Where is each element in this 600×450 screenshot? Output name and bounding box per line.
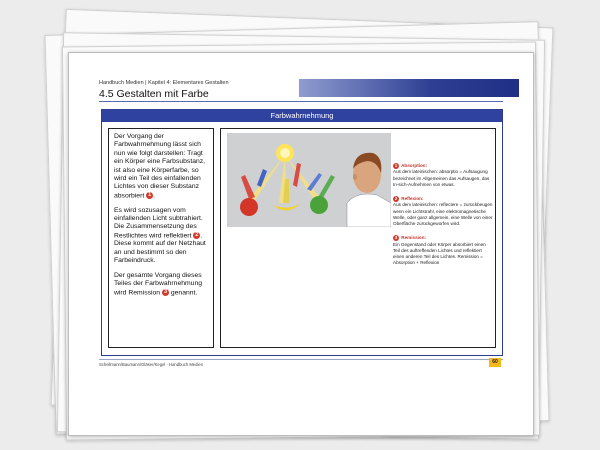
main-text-box: [108, 128, 214, 348]
marker-1: 1: [148, 191, 152, 198]
paragraph: [114, 272, 208, 298]
person-shirt: [347, 194, 391, 227]
color-perception-illustration: [227, 133, 391, 227]
page-header: [99, 79, 519, 101]
note-number: 1: [394, 163, 398, 168]
page-number-badge: 60: [489, 358, 501, 367]
figure-box: [220, 128, 496, 348]
marker-3: 3: [163, 288, 167, 295]
paragraph-text: Der gesamte Vorgang dieses Teiles der Farbwahrnehmung wird Remission: [114, 271, 203, 296]
person-ear: [353, 174, 357, 180]
paragraph-text: Es wird sozusagen vom einfallenden Licht subtrahiert. Die Zusammensetzung des Restlichtes wird reflektiert: [114, 206, 203, 240]
note-title: Absorption:: [401, 163, 428, 169]
paragraph-text: genannt.: [170, 288, 198, 296]
header-rule: [99, 101, 503, 102]
note-body: Ein Gegenstand oder Körper absorbiert einen Teil des auftreffenden Lichtes und reflektiert einen anderen Teil des Lichtes. Remission = Absorption + Reflexion: [393, 241, 486, 266]
section-title: Farbwahrnehmung: [102, 110, 502, 122]
note-remission: [393, 235, 493, 266]
notes-column: [393, 163, 493, 275]
light-source-core: [280, 148, 290, 158]
header-kicker: Handbuch Medien | Kapitel 4: Elementares Gestalten: [99, 80, 229, 86]
note-body: Aus dem lateinischen: absorptio = Aufsaugung bezeichnet im Allgemeinen das Aufsaugen, das In-sich-Aufnehmen von etwas.: [393, 169, 490, 187]
footer-rule: [99, 359, 503, 360]
paragraph: Der Vorgang der Farbwahrnehmung lässt sich nun wie folgt darstellen: Tragt ein Körper eine Farbsubstanz, ist also eine Körperfarbe, so wird ein Teil des einfallenden Lichtes von dieser Substanz absorbiert 1 .: [114, 133, 206, 200]
header-text: [99, 79, 299, 101]
document-page: [68, 52, 534, 436]
note-title: Reflexion:: [401, 196, 424, 202]
paragraph-text: Der Vorgang der Farbwahrnehmung lässt sich nun wie folgt darstellen: Tragt ein Körper eine Farbsubstanz, ist also eine Körperfarbe, so wird ein Teil des einfallenden Lichtes von dieser Substanz absorbiert: [114, 133, 206, 200]
note-absorption: [393, 163, 493, 188]
footer-source: Schellmann/Baumann/Gläser/Kegel · Handbuch Medien: [99, 362, 204, 367]
page-title: 4.5 Gestalten mit Farbe: [99, 87, 209, 100]
note-body: Aus dem lateinischen: reflectere = zurückbeugen wenn ein Lichtstrahl, eine elektromagnetische Welle, oder ganz allgemein, eine Welle von einer Oberfläche zurückgeworfen wird.: [393, 202, 493, 227]
note-title: Remission:: [401, 235, 427, 241]
content-frame: [101, 109, 503, 356]
header-color-bar: [299, 79, 519, 97]
red-apple: [240, 198, 258, 216]
note-number: 2: [394, 196, 398, 202]
paragraph-text: Diese kommt auf der Netzhaut an und bestimmt so den Farbeindruck.: [114, 240, 206, 265]
note-reflexion: [393, 196, 493, 227]
note-number: 3: [394, 235, 398, 241]
paragraph: Es wird sozusagen vom einfallenden Licht subtrahiert. Die Zusammensetzung des Restlichtes wird reflektiert 2 . Diese kommt auf der Netzhaut an und bestimmt so den Farbeindruck.: [114, 206, 206, 265]
green-apple: [310, 196, 328, 214]
marker-2: 2: [195, 231, 199, 238]
